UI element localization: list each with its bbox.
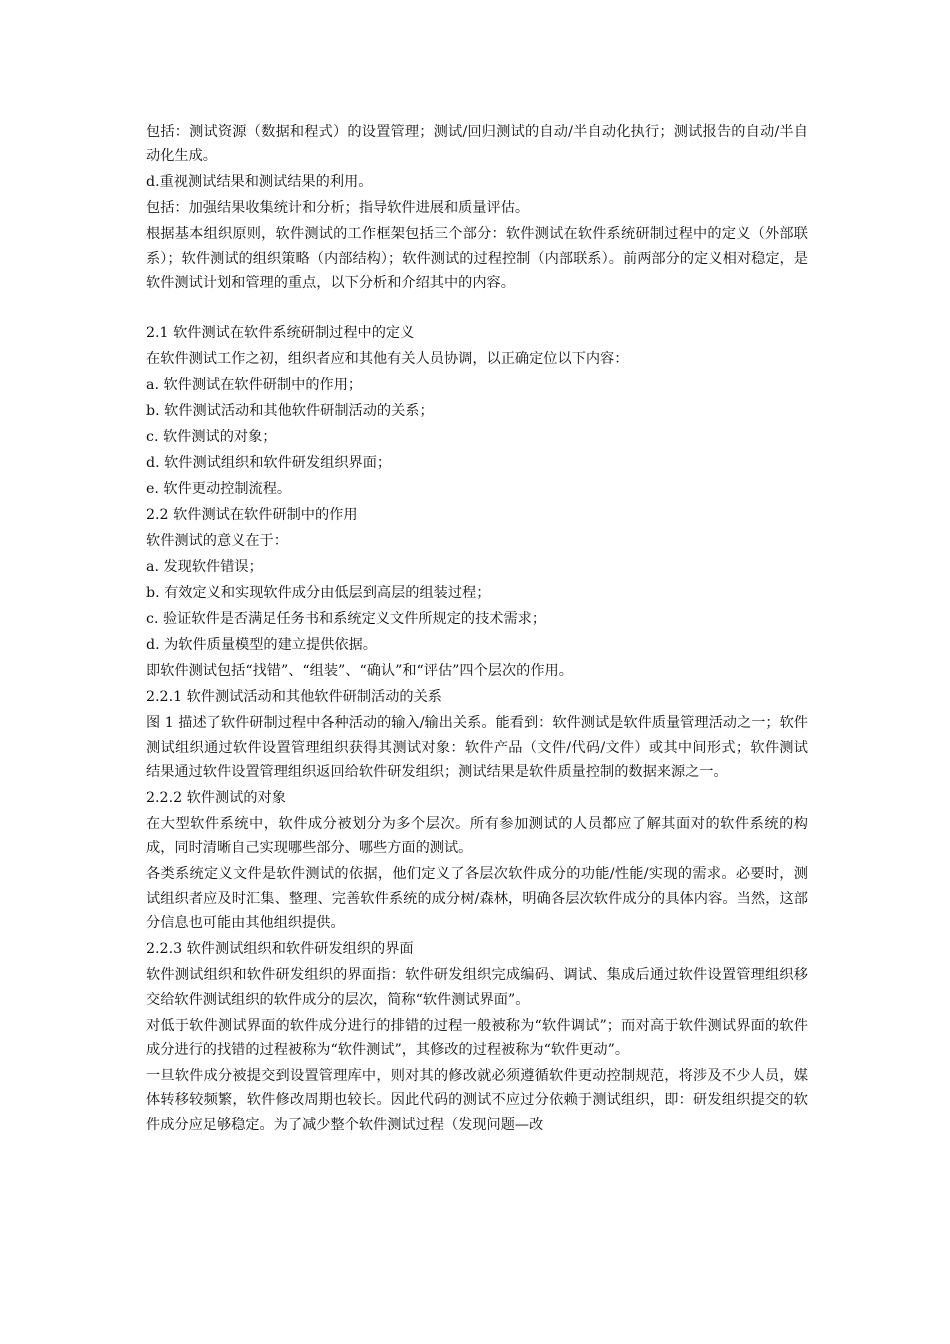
list-item: a. 发现软件错误； (146, 559, 263, 576)
list-item: c. 验证软件是否满足任务书和系统定义文件所规定的技术需求； (146, 611, 547, 628)
paragraph: 各类系统定义文件是软件测试的依据，他们定义了各层次软件成分的功能/性能/实现的需求。必要时，测试组织者应及时汇集、整理、完善软件系统的成分树/森林，明确各层次软件成分的具体内容。当然，这部分信息也可能由其他组织提供。 (146, 866, 808, 932)
paragraph: 在大型软件系统中，软件成分被划分为多个层次。所有参加测试的人员都应了解其面对的软件系统的构成，同时清晰自己实现哪些部分、哪些方面的测试。 (146, 816, 808, 857)
list-item: b. 有效定义和实现软件成分由低层到高层的组装过程； (146, 585, 491, 602)
list-item: a. 软件测试在软件研制中的作用； (146, 377, 363, 394)
paragraph: 包括：加强结果收集统计和分析；指导软件进展和质量评估。 (146, 200, 530, 217)
list-item: d. 为软件质量模型的建立提供依据。 (146, 637, 377, 654)
paragraph: 软件测试的意义在于： (146, 533, 288, 550)
section-heading: 2.2.2 软件测试的对象 (146, 790, 286, 807)
list-item: b. 软件测试活动和其他软件研制活动的关系； (146, 403, 434, 420)
paragraph: 包括：测试资源（数据和程式）的设置管理；测试/回归测试的自动/半自动化执行；测试报告的自动/半自动化生成。 (146, 124, 808, 165)
section-heading: 2.2 软件测试在软件研制中的作用 (146, 507, 358, 524)
paragraph: 即软件测试包括“找错”、“组装”、“确认”和“评估”四个层次的作用。 (146, 663, 573, 680)
paragraph: 图 1 描述了软件研制过程中各种活动的输入/输出关系。能看到：软件测试是软件质量管理活动之一；软件测试组织通过软件设置管理组织获得其测试对象：软件产品（文件/代码/文件）或其中间形式；软件测试结果通过软件设置管理组织返回给软件研发组织；测试结果是软件质量控制的数据来源之一。 (146, 715, 808, 781)
list-item: d. 软件测试组织和软件研发组织界面； (146, 455, 392, 472)
paragraph: 对低于软件测试界面的软件成分进行的排错的过程一般被称为“软件调试”；而对高于软件测试界面的软件成分进行的找错的过程被称为“软件测试”，其修改的过程被称为“软件更动”。 (146, 1017, 808, 1059)
list-item: c. 软件测试的对象； (146, 429, 277, 446)
list-item: e. 软件更动控制流程。 (146, 481, 292, 498)
paragraph: 根据基本组织原则，软件测试的工作框架包括三个部分：软件测试在软件系统研制过程中的定义（外部联系）；软件测试的组织策略（内部结构）；软件测试的过程控制（内部联系）。前两部分的定义相对稳定，是软件测试计划和管理的重点，以下分析和介绍其中的内容。 (146, 226, 808, 292)
list-item: d.重视测试结果和测试结果的利用。 (146, 174, 373, 191)
document-body (146, 120, 808, 1139)
paragraph: 在软件测试工作之初，组织者应和其他有关人员协调，以正确定位以下内容： (146, 351, 629, 368)
paragraph: 一旦软件成分被提交到设置管理库中，则对其的修改就必须遵循软件更动控制规范，将涉及不少人员，媒体转移较频繁，软件修改周期也较长。因此代码的测试不应过分依赖于测试组织，即：研发组织提交的软件成分应足够稳定。为了减少整个软件测试过程（发现问题—改 (146, 1068, 808, 1133)
blank-line (146, 297, 808, 321)
section-heading: 2.2.1 软件测试活动和其他软件研制活动的关系 (146, 689, 442, 706)
section-heading: 2.1 软件测试在软件系统研制过程中的定义 (146, 325, 415, 342)
paragraph: 软件测试组织和软件研发组织的界面指：软件研发组织完成编码、调试、集成后通过软件设置管理组织移交给软件测试组织的软件成分的层次，简称“软件测试界面”。 (146, 967, 808, 1008)
section-heading: 2.2.3 软件测试组织和软件研发组织的界面 (146, 941, 414, 958)
